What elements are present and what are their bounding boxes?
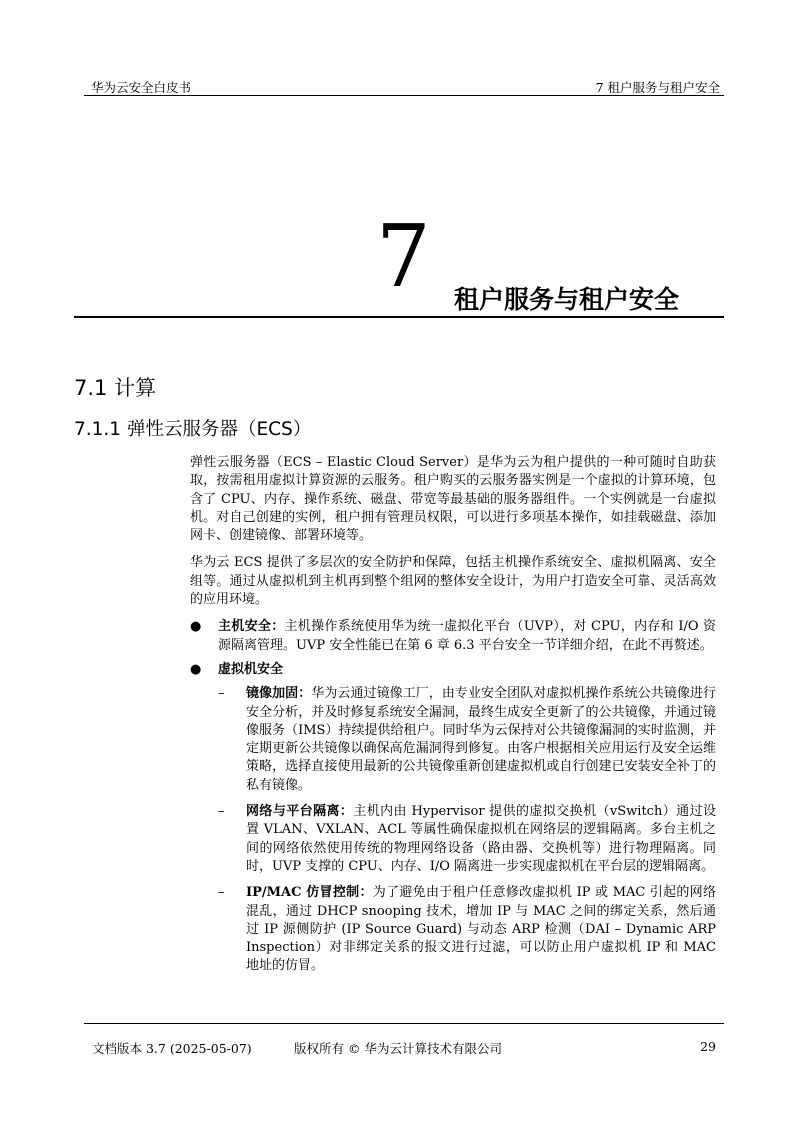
- sub-item-ip-mac-spoofing: [190, 884, 716, 975]
- bullet-term: 虚拟机安全: [218, 661, 284, 677]
- chapter-number: 7: [376, 207, 431, 307]
- footer-version: 文档版本 3.7 (2025-05-07): [92, 1041, 252, 1056]
- paragraph-ecs-security: 华为云 ECS 提供了多层次的安全防护和保障，包括主机操作系统安全、虚拟机隔离、安全组等。通过从虚拟机到主机再到整个组网的整体安全设计，为用户打造安全可靠、灵活高效的应用环境。: [190, 555, 716, 608]
- list-item-host-security: [190, 618, 716, 655]
- chapter-title: 租户服务与租户安全: [454, 285, 680, 314]
- bullet-icon: ●: [190, 619, 202, 635]
- sub-item-image-hardening: [190, 685, 716, 795]
- dash-icon: –: [218, 804, 225, 820]
- sub-item-text: 华为云通过镜像工厂，由专业安全团队对虚拟机操作系统公共镜像进行安全分析，并及时修复系统安全漏洞，最终生成安全更新了的公共镜像，并通过镜像服务（IMS）持续提供给租户。同时华为云保持对公共镜像漏洞的实时监测，并定期更新公共镜像以确保高危漏洞得到修复。由客户根据相关应用运行及安全运维策略，选择直接使用最新的公共镜像重新创建虚拟机或自行创建已安装安全补丁的私有镜像。: [246, 686, 716, 793]
- footer-page-number: 29: [700, 1039, 716, 1054]
- footer-copyright: 版权所有 © 华为云计算技术有限公司: [294, 1041, 502, 1056]
- footer-divider: [84, 1023, 724, 1024]
- body-content: [190, 454, 716, 984]
- header-doc-title: 华为云安全白皮书: [91, 80, 192, 95]
- list-item-vm-security: [190, 661, 716, 679]
- dash-icon: –: [218, 885, 225, 901]
- section-heading: 7.1 计算: [74, 376, 157, 400]
- header-divider: [84, 95, 724, 96]
- sub-item-term: 镜像加固：: [246, 686, 312, 702]
- paragraph-ecs-intro: 弹性云服务器（ECS – Elastic Cloud Server）是华为云为租户提供的一种可随时自助获取，按需租用虚拟计算资源的云服务。租户购买的云服务器实例是一个虚拟的计算环境，包含了 CPU、内存、操作系统、磁盘、带宽等最基础的服务器组件。一个实例就是一台虚拟机。对自己创建的实例，租户拥有管理员权限，可以进行多项基本操作，如挂载磁盘、添加网卡、创建镜像、部署环境等。: [190, 455, 716, 544]
- bullet-term: 主机安全：: [218, 619, 285, 635]
- sub-item-term: IP/MAC 仿冒控制：: [246, 885, 373, 901]
- sub-item-network-isolation: [190, 803, 716, 876]
- sub-item-term: 网络与平台隔离：: [246, 804, 354, 820]
- sub-item-text: 主机内由 Hypervisor 提供的虚拟交换机（vSwitch）通过设置 VLAN、VXLAN、ACL 等属性确保虚拟机在网络层的逻辑隔离。多台主机之间的网络依然使用传统的物理网络设备（路由器、交换机等）进行物理隔离。同时，UVP 支撑的 CPU、内存、I/O 隔离进一步实现虚拟机在平台层的逻辑隔离。: [246, 804, 716, 874]
- sub-item-text: 为了避免由于租户任意修改虚拟机 IP 或 MAC 引起的网络混乱，通过 DHCP snooping 技术，增加 IP 与 MAC 之间的绑定关系，然后通过 IP 源侧防护 (IP Source Guard) 与动态 ARP 检测（DAI – Dynamic ARP Inspection）对非绑定关系的报文进行过滤，可以防止用户虚拟机 IP 和 MAC 地址的仿冒。: [246, 885, 716, 974]
- bullet-text: 主机操作系统使用华为统一虚拟化平台（UVP），对 CPU，内存和 I/O 资源隔离管理。UVP 安全性能已在第 6 章 6.3 平台安全一节详细介绍，在此不再赘述。: [218, 619, 716, 653]
- header-chapter-title: 7 租户服务与租户安全: [595, 80, 720, 95]
- bullet-icon: ●: [190, 661, 202, 677]
- dash-icon: –: [218, 686, 225, 702]
- subsection-heading: 7.1.1 弹性云服务器（ECS）: [74, 419, 312, 440]
- chapter-divider: [74, 316, 724, 318]
